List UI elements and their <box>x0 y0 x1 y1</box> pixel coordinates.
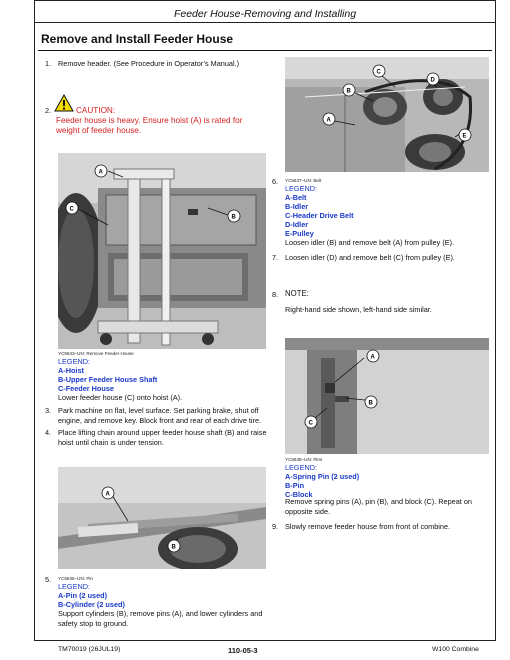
caution-text: Feeder house is heavy. Ensure hoist (A) is rated for weight of feeder house. <box>56 116 243 135</box>
legend-title: LEGEND: <box>285 184 318 193</box>
step-1-text: Remove header. (See Procedure in Operator’s Manual.) <box>58 59 240 68</box>
step-number: 5. <box>45 575 52 584</box>
callout-c: C <box>69 206 74 213</box>
callout-a: A <box>326 117 331 124</box>
callout-e: E <box>462 133 467 140</box>
note-text: Right-hand side shown, left-hand side similar. <box>285 305 432 314</box>
header-divider <box>34 22 496 23</box>
step-number: 4. <box>45 428 52 437</box>
legend-title: LEGEND: <box>58 582 91 591</box>
footer-doc-id: TM70019 (26JUL19) <box>58 646 121 653</box>
callout-b: B <box>171 544 176 551</box>
caution-label: CAUTION: <box>76 106 116 115</box>
step-number: 8. <box>272 290 279 299</box>
callout-a: A <box>98 169 103 176</box>
figure-followup-text: Lower feeder house (C) onto hoist (A). <box>58 393 183 402</box>
legend-item: B-Pin <box>285 481 305 490</box>
step-number: 7. <box>272 253 279 262</box>
legend-item: B-Idler <box>285 202 309 211</box>
legend-title: LEGEND: <box>285 463 318 472</box>
step-3-text: Park machine on flat, level surface. Set parking brake, shut off engine, and remove key. Block front and rear of each drive tire. <box>58 406 262 425</box>
step-number: 2. <box>45 106 52 115</box>
legend-item: E-Pulley <box>285 229 314 238</box>
section-divider <box>38 50 492 51</box>
legend-item: D-Idler <box>285 220 309 229</box>
callout-b: B <box>368 400 373 407</box>
figure-remove-feeder-house <box>58 153 266 349</box>
legend-item: C-Header Drive Belt <box>285 211 354 220</box>
page-header-title: Feeder House-Removing and Installing <box>173 8 357 20</box>
step-4-text: Place lifting chain around upper feeder house shaft (B) and raise hoist until chain is under tension. <box>58 428 267 447</box>
figure-pin <box>58 467 266 569</box>
step-7-text: Loosen idler (D) and remove belt (C) from pulley (E). <box>285 253 455 262</box>
step-number: 9. <box>272 522 279 531</box>
legend-item: A-Spring Pin (2 used) <box>285 472 360 481</box>
footer-divider <box>34 640 496 641</box>
legend-item: B-Upper Feeder House Shaft <box>58 375 158 384</box>
step-number: 6. <box>272 177 279 186</box>
step-number: 1. <box>45 59 52 68</box>
legend-item: A-Hoist <box>58 366 84 375</box>
footer-product: W100 Combine <box>432 646 479 653</box>
legend-item: B-Cylinder (2 used) <box>58 600 125 609</box>
section-title: Remove and Install Feeder House <box>41 32 234 46</box>
callout-a: A <box>105 491 110 498</box>
callout-d: D <box>430 77 435 84</box>
step-number: 3. <box>45 406 52 415</box>
legend-item: C-Block <box>285 490 313 499</box>
callout-c: C <box>308 420 313 427</box>
figure-caption: YC5636–UN: Pin <box>58 576 93 581</box>
figure-caption: YC5637–UN: Belt <box>285 178 322 183</box>
legend-item: A-Belt <box>285 193 307 202</box>
figure-pins <box>285 338 489 454</box>
step-9-text: Slowly remove feeder house from front of combine. <box>285 522 451 531</box>
figure-caption: YC5943–UN: Remove Feeder House <box>58 351 134 356</box>
legend-item: C-Feeder House <box>58 384 114 393</box>
figure-followup-text: Loosen idler (B) and remove belt (A) from pulley (E). <box>285 238 455 247</box>
legend-item: A-Pin (2 used) <box>58 591 108 600</box>
callout-b: B <box>346 88 351 95</box>
figure-followup-text: Support cylinders (B), remove pins (A), and lower cylinders and safety stop to ground. <box>58 609 263 628</box>
legend-title: LEGEND: <box>58 357 91 366</box>
callout-c: C <box>376 69 381 76</box>
figure-caption: YC5635–UN: Pins <box>285 457 323 462</box>
footer-page-number: 110-05-3 <box>228 646 258 655</box>
note-label: NOTE: <box>285 289 309 298</box>
figure-followup-text: Remove spring pins (A), pin (B), and block (C). Repeat on opposite side. <box>285 497 472 516</box>
callout-b: B <box>231 214 236 221</box>
caution-icon <box>54 94 74 112</box>
figure-belt <box>285 57 489 172</box>
callout-a: A <box>370 354 375 361</box>
